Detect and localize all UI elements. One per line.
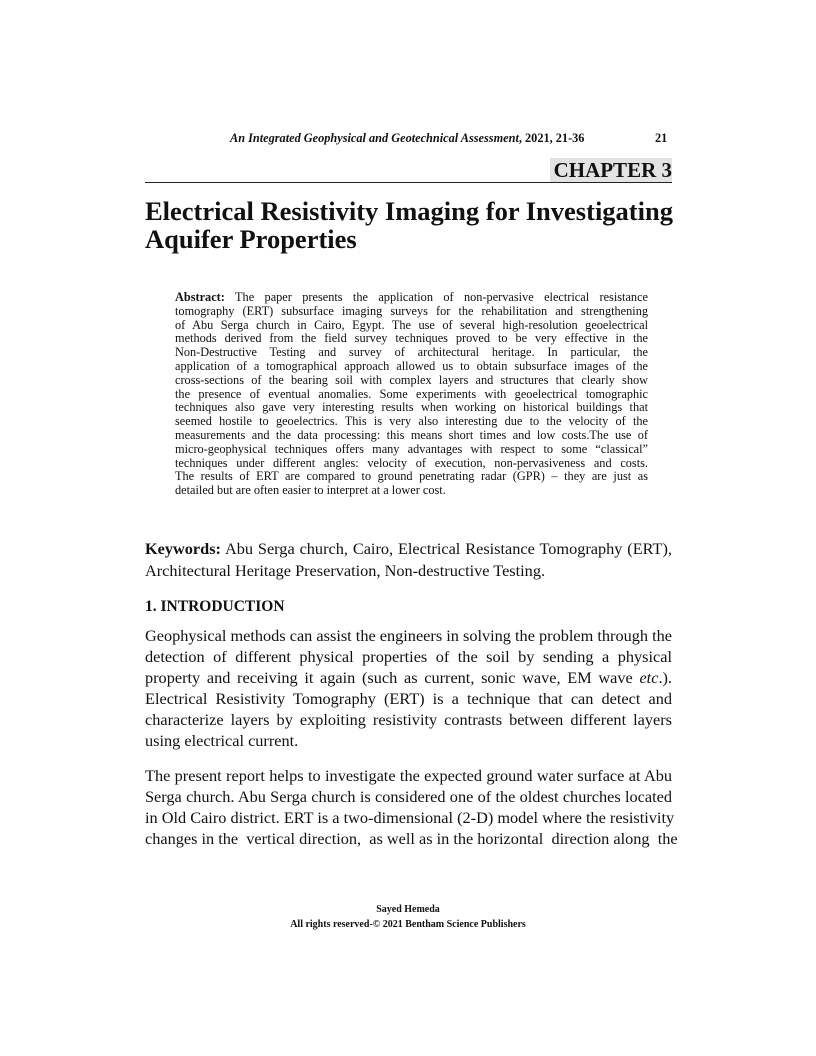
- abstract: [175, 291, 648, 498]
- abstract-line: measurements and the data processing: this means short times and low costs.The use of: [175, 427, 648, 442]
- page-footer: [208, 902, 608, 932]
- text-line: detection of different physical properties of the soil by sending a physical: [145, 647, 672, 666]
- text-line: Serga church. Abu Serga church is considered one of the oldest churches located: [145, 787, 672, 806]
- page-number: 21: [655, 131, 668, 145]
- abstract-label: Abstract:: [175, 290, 225, 304]
- text-line: in Old Cairo district. ERT is a two-dimensional (2-D) model where the resistivity: [145, 808, 675, 827]
- abstract-line: application of a tomographical approach allowed us to obtain subsurface images of the: [175, 358, 648, 373]
- book-title: An Integrated Geophysical and Geotechnical Assessment: [230, 131, 519, 145]
- book-meta: , 2021, 21-36: [518, 131, 585, 145]
- abstract-line: techniques also gave very interesting results when working on historical buildings that: [175, 400, 648, 415]
- abstract-line: of Abu Serga church in Cairo, Egypt. The use of several high-resolution geoelectrical: [175, 317, 648, 332]
- keywords-label: Keywords:: [145, 539, 221, 558]
- text-line: Electrical Resistivity Tomography (ERT) is a technique that can detect and: [145, 689, 672, 708]
- running-header: [230, 131, 584, 146]
- abstract-line: tomography (ERT) subsurface imaging surveys for the rehabilitation and strengthening: [175, 303, 648, 318]
- text-span: .).: [658, 668, 672, 687]
- abstract-line: cross-sections of the bearing soil with complex layers and structures that clearly show: [175, 372, 648, 387]
- keywords-line: [145, 538, 672, 560]
- title-line: Aquifer Properties: [145, 224, 357, 254]
- chapter-title: [145, 197, 672, 253]
- abstract-line: Non-Destructive Testing and survey of architectural heritage. In particular, the: [175, 345, 648, 360]
- abstract-line: methods derived from the field survey techniques proved to be very effective in the: [175, 331, 648, 346]
- keywords-line: Architectural Heritage Preservation, Non-destructive Testing.: [145, 561, 546, 580]
- text-line: [145, 667, 672, 688]
- section-heading: 1. INTRODUCTION: [145, 598, 285, 615]
- abstract-line: the presence of eventual anomalies. Some experiments with geoelectrical tomographic: [175, 386, 648, 401]
- text-line: Geophysical methods can assist the engineers in solving the problem through the: [145, 626, 672, 645]
- keywords-text: Abu Serga church, Cairo, Electrical Resistance Tomography (ERT),: [220, 539, 672, 558]
- abstract-line: The results of ERT are compared to ground penetrating radar (GPR) – they are just as: [175, 469, 648, 484]
- text-line: using electrical current.: [145, 731, 299, 750]
- header-rule: [145, 182, 672, 183]
- abstract-line: seemed hostile to geoelectrics. This is very also interesting due to the velocity of the: [175, 414, 648, 429]
- text-span: property and receiving it again (such as current, sonic wave, EM wave: [145, 668, 640, 687]
- chapter-label: CHAPTER 3: [550, 158, 672, 182]
- abstract-line: detailed but are often easier to interpret at a lower cost.: [175, 483, 446, 498]
- abstract-line: techniques under different angles: velocity of execution, non-pervasiveness and costs.: [175, 455, 648, 470]
- footer-author: Sayed Hemeda: [376, 904, 440, 915]
- italic-etc: etc: [639, 668, 659, 687]
- introduction-paragraph-1: [145, 625, 672, 751]
- footer-rights: All rights reserved-© 2021 Bentham Science Publishers: [290, 919, 526, 930]
- introduction-paragraph-2: [145, 765, 678, 849]
- text-line: characterize layers by exploiting resistivity contrasts between different layers: [145, 710, 672, 729]
- abstract-line: [175, 291, 648, 305]
- keywords: [145, 538, 672, 582]
- abstract-line: micro-geophysical techniques offers many advantages with respect to some “classical”: [175, 441, 648, 456]
- text-line: The present report helps to investigate the expected ground water surface at Abu: [145, 766, 672, 785]
- text-line: changes in the vertical direction, as well as in the horizontal direction along the: [145, 829, 678, 848]
- title-line: Electrical Resistivity Imaging for Investigating: [145, 196, 673, 226]
- abstract-text: The paper presents the application of non-pervasive electrical resistance: [224, 290, 648, 304]
